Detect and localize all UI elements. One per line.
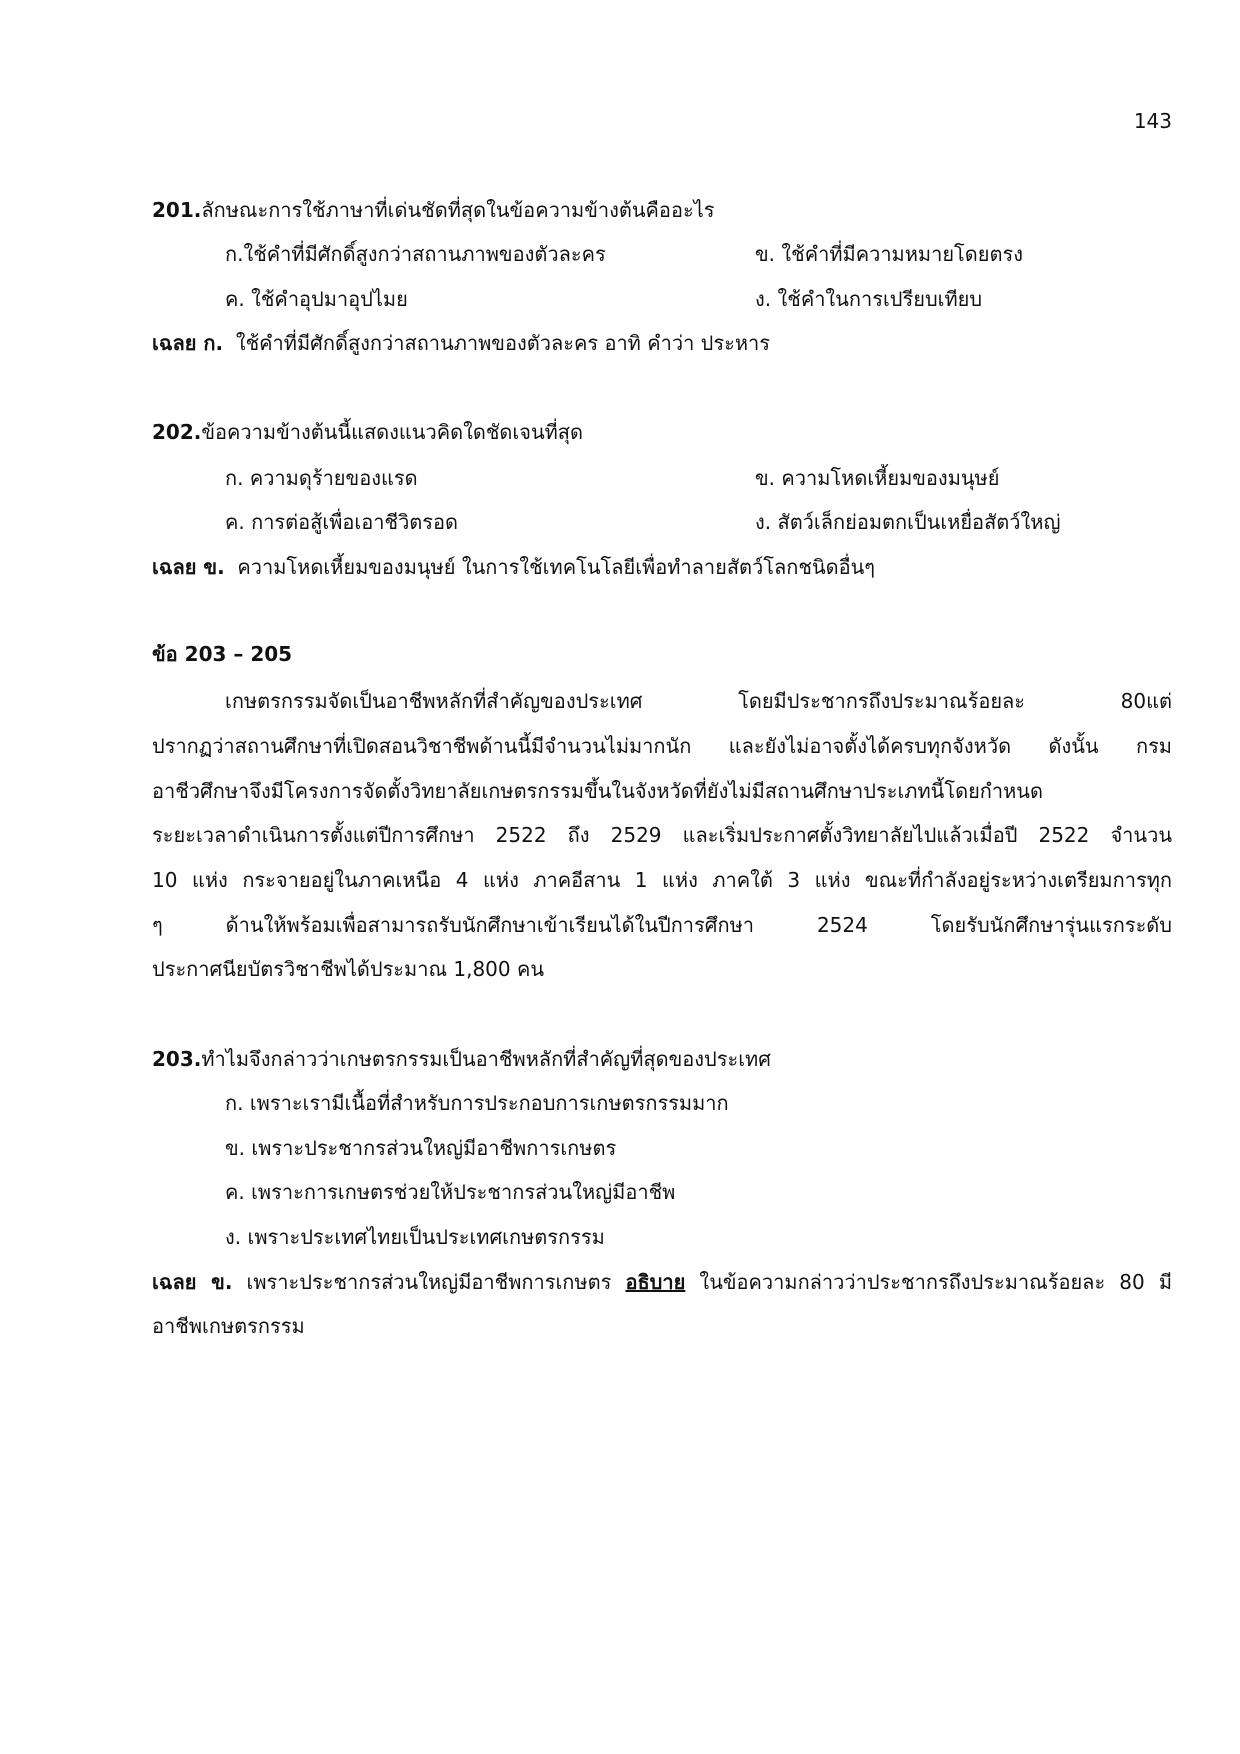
option-d: ง. สัตว์เล็กย่อมตกเป็นเหยื่อสัตว์ใหญ่ (755, 510, 1061, 534)
page-number: 143 (1133, 109, 1172, 133)
explain-text: ในข้อความกล่าวว่าประชากรถึงประมาณร้อยละ 80 มี (699, 1270, 1173, 1294)
passage-line: ปรากฏว่าสถานศึกษาที่เปิดสอนวิชาชีพด้านนี้มีจำนวนไม่มากนัก และยังไม่อาจตั้งได้ครบทุกจังหวัด ดังนั้น กรม (152, 734, 1172, 758)
answer-text: ใช้คำที่มีศักดิ์สูงกว่าสถานภาพของตัวละคร อาทิ คำว่า ประหาร (235, 331, 770, 355)
question-text: ข้อความข้างต้นนี้แสดงแนวคิดใดชัดเจนที่สุด (201, 420, 583, 444)
question-text: ทำไมจึงกล่าวว่าเกษตรกรรมเป็นอาชีพหลักที่สำคัญที่สุดของประเทศ (201, 1047, 771, 1071)
answer-202 (152, 552, 875, 582)
answer-text: ความโหดเหี้ยมของมนุษย์ ในการใช้เทคโนโลยีเพื่อทำลายสัตว์โลกชนิดอื่นๆ (237, 555, 876, 579)
question-number: 201. (152, 198, 202, 222)
option-d: ง. ใช้คำในการเปรียบเทียบ (755, 287, 983, 311)
question-202 (152, 417, 583, 447)
question-203 (152, 1044, 771, 1074)
answer-203 (152, 1267, 1172, 1297)
option-a: ก.ใช้คำที่มีศักดิ์สูงกว่าสถานภาพของตัวละคร (225, 242, 606, 266)
section-heading: ข้อ 203 – 205 (152, 642, 293, 666)
question-number: 203. (152, 1047, 202, 1071)
option-a: ก. ความดุร้ายของแรด (225, 466, 418, 490)
question-number: 202. (152, 420, 202, 444)
option-c: ค. การต่อสู้เพื่อเอาชีวิตรอด (225, 510, 459, 534)
explain-text-cont: อาชีพเกษตรกรรม (152, 1314, 305, 1338)
answer-201 (152, 328, 770, 358)
passage-line: ระยะเวลาดำเนินการตั้งแต่ปีการศึกษา 2522 ถึง 2529 และเริ่มประกาศตั้งวิทยาลัยไปแล้วเมื่อปี 2522 จำนวน (152, 823, 1172, 847)
explain-label: อธิบาย (625, 1270, 686, 1294)
passage-line: อาชีวศึกษาจึงมีโครงการจัดตั้งวิทยาลัยเกษตรกรรมขึ้นในจังหวัดที่ยังไม่มีสถานศึกษาประเภทนี้โดยกำหนด (152, 779, 1043, 803)
answer-label: เฉลย ก. (152, 331, 224, 355)
option-b: ข. เพราะประชากรส่วนใหญ่มีอาชีพการเกษตร (225, 1136, 617, 1160)
answer-label: เฉลย ข. (152, 555, 225, 579)
option-c: ค. ใช้คำอุปมาอุปไมย (225, 287, 408, 311)
option-b: ข. ความโหดเหี้ยมของมนุษย์ (755, 466, 1000, 490)
option-c: ค. เพราะการเกษตรช่วยให้ประชากรส่วนใหญ่มีอาชีพ (225, 1180, 676, 1204)
passage-line: ๆ ด้านให้พร้อมเพื่อสามารถรับนักศึกษาเข้าเรียนได้ในปีการศึกษา 2524 โดยรับนักศึกษารุ่นแรกระดับ (152, 913, 1172, 937)
option-d: ง. เพราะประเทศไทยเป็นประเทศเกษตรกรรม (225, 1225, 605, 1249)
answer-label: เฉลย ข. (152, 1270, 233, 1294)
question-text: ลักษณะการใช้ภาษาที่เด่นชัดที่สุดในข้อความข้างต้นคืออะไร (201, 198, 715, 222)
option-b: ข. ใช้คำที่มีความหมายโดยตรง (755, 242, 1023, 266)
passage-line: 10 แห่ง กระจายอยู่ในภาคเหนือ 4 แห่ง ภาคอีสาน 1 แห่ง ภาคใต้ 3 แห่ง ขณะที่กำลังอยู่ระหว่างเตรียมการทุก (152, 868, 1172, 892)
passage-line: เกษตรกรรมจัดเป็นอาชีพหลักที่สำคัญของประเทศ โดยมีประชากรถึงประมาณร้อยละ 80แต่ (225, 689, 1172, 713)
answer-text: เพราะประชากรส่วนใหญ่มีอาชีพการเกษตร (246, 1270, 612, 1294)
option-a: ก. เพราะเรามีเนื้อที่สำหรับการประกอบการเกษตรกรรมมาก (225, 1091, 729, 1115)
question-201 (152, 195, 715, 225)
passage-line: ประกาศนียบัตรวิชาชีพได้ประมาณ 1,800 คน (152, 957, 545, 981)
